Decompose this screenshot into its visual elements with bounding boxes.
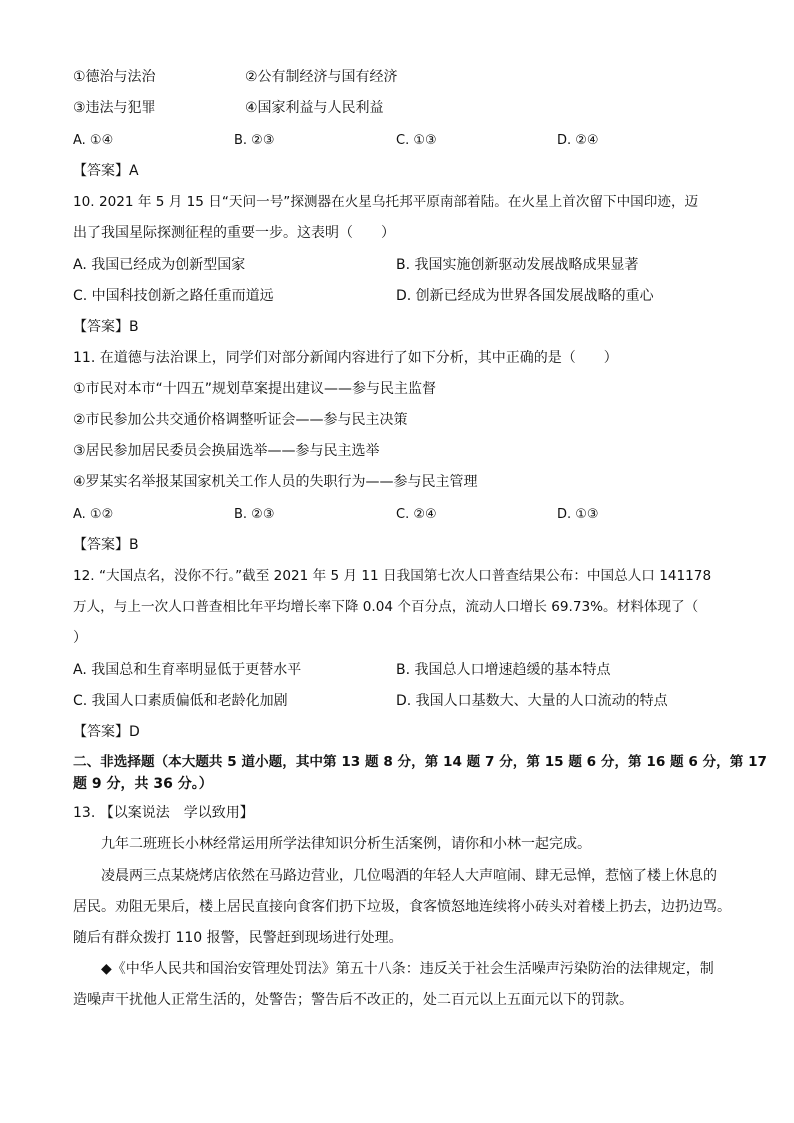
q10-stem-line2: 出了我国星际探测征程的重要一步。这表明（ ） xyxy=(73,225,395,241)
q12-answer: 【答案】D xyxy=(73,724,140,740)
q11-option-b: B. ②③ xyxy=(234,507,275,522)
q11-item-4: ④罗某实名举报某国家机关工作人员的失职行为——参与民主管理 xyxy=(73,474,478,490)
q11-option-a: A. ①② xyxy=(73,507,114,522)
q9-option-c: C. ①③ xyxy=(396,133,437,148)
q11-answer: 【答案】B xyxy=(73,537,139,553)
q9-item-1: ①德治与法治 xyxy=(73,69,156,85)
q13-case-line1: 凌晨两三点某烧烤店依然在马路边营业，几位喝酒的年轻人大声喧闹、肆无忌惮，惹恼了楼上休息的 xyxy=(101,868,717,884)
q11-option-d: D. ①③ xyxy=(557,507,599,522)
q11-option-c: C. ②④ xyxy=(396,507,437,522)
q13-law-line1: ◆《中华人民共和国治安管理处罚法》第五十八条：违反关于社会生活噪声污染防治的法律规定，制 xyxy=(101,961,714,977)
q12-option-a: A. 我国总和生育率明显低于更替水平 xyxy=(73,662,302,678)
q11-stem: 11. 在道德与法治课上，同学们对部分新闻内容进行了如下分析，其中正确的是（ ） xyxy=(73,350,618,366)
q11-item-1: ①市民对本市“十四五”规划草案提出建议——参与民主监督 xyxy=(73,381,437,397)
q13-title: 13. 【以案说法 学以致用】 xyxy=(73,805,254,821)
q9-option-d: D. ②④ xyxy=(557,133,599,148)
q9-item-2: ②公有制经济与国有经济 xyxy=(245,69,398,85)
q13-case-line2: 居民。劝阻无果后，楼上居民直接向食客们扔下垃圾，食客愤怒地连续将小砖头对着楼上扔去，边扔边骂。 xyxy=(73,899,731,915)
q10-option-a: A. 我国已经成为创新型国家 xyxy=(73,257,246,273)
q11-item-3: ③居民参加居民委员会换届选举——参与民主选举 xyxy=(73,443,380,459)
q12-option-c: C. 我国人口素质偏低和老龄化加剧 xyxy=(73,693,288,709)
q10-option-b: B. 我国实施创新驱动发展战略成果显著 xyxy=(396,257,639,273)
q12-option-d: D. 我国人口基数大、大量的人口流动的特点 xyxy=(396,693,668,709)
q9-item-4: ④国家利益与人民利益 xyxy=(245,100,384,116)
q9-option-a: A. ①④ xyxy=(73,133,114,148)
q10-option-d: D. 创新已经成为世界各国发展战略的重心 xyxy=(396,288,654,304)
q12-stem-line1: 12. “大国点名，没你不行。”截至 2021 年 5 月 11 日我国第七次人口普查结果公布：中国总人口 141178 xyxy=(73,568,712,584)
q9-answer: 【答案】A xyxy=(73,163,139,179)
q9-item-3: ③违法与犯罪 xyxy=(73,100,156,116)
q10-stem-line1: 10. 2021 年 5 月 15 日“天问一号”探测器在火星乌托邦平原南部着陆。在火星上首次留下中国印迹，迈 xyxy=(73,194,699,210)
q13-law-line2: 造噪声干扰他人正常生活的，处警告；警告后不改正的，处二百元以上五面元以下的罚款。 xyxy=(73,992,633,1008)
q10-answer: 【答案】B xyxy=(73,319,139,335)
q13-intro: 九年二班班长小林经常运用所学法律知识分析生活案例，请你和小林一起完成。 xyxy=(101,836,591,852)
q9-option-b: B. ②③ xyxy=(234,133,275,148)
q11-item-2: ②市民参加公共交通价格调整听证会——参与民主决策 xyxy=(73,412,408,428)
q12-option-b: B. 我国总人口增速趋缓的基本特点 xyxy=(396,662,611,678)
q13-case-line3: 随后有群众拨打 110 报警，民警赶到现场进行处理。 xyxy=(73,930,403,946)
q10-option-c: C. 中国科技创新之路任重而道远 xyxy=(73,288,274,304)
q12-stem-line2: 万人，与上一次人口普查相比年平均增长率下降 0.04 个百分点，流动人口增长 69.73%。材料体现了（ xyxy=(73,599,699,615)
q12-stem-line3: ） xyxy=(73,630,87,646)
section2-heading-line1: 二、非选择题（本大题共 5 道小题，其中第 13 题 8 分，第 14 题 7 分，第 15 题 6 分，第 16 题 6 分，第 17 xyxy=(73,754,767,770)
section2-heading-line2: 题 9 分，共 36 分。） xyxy=(73,776,213,792)
